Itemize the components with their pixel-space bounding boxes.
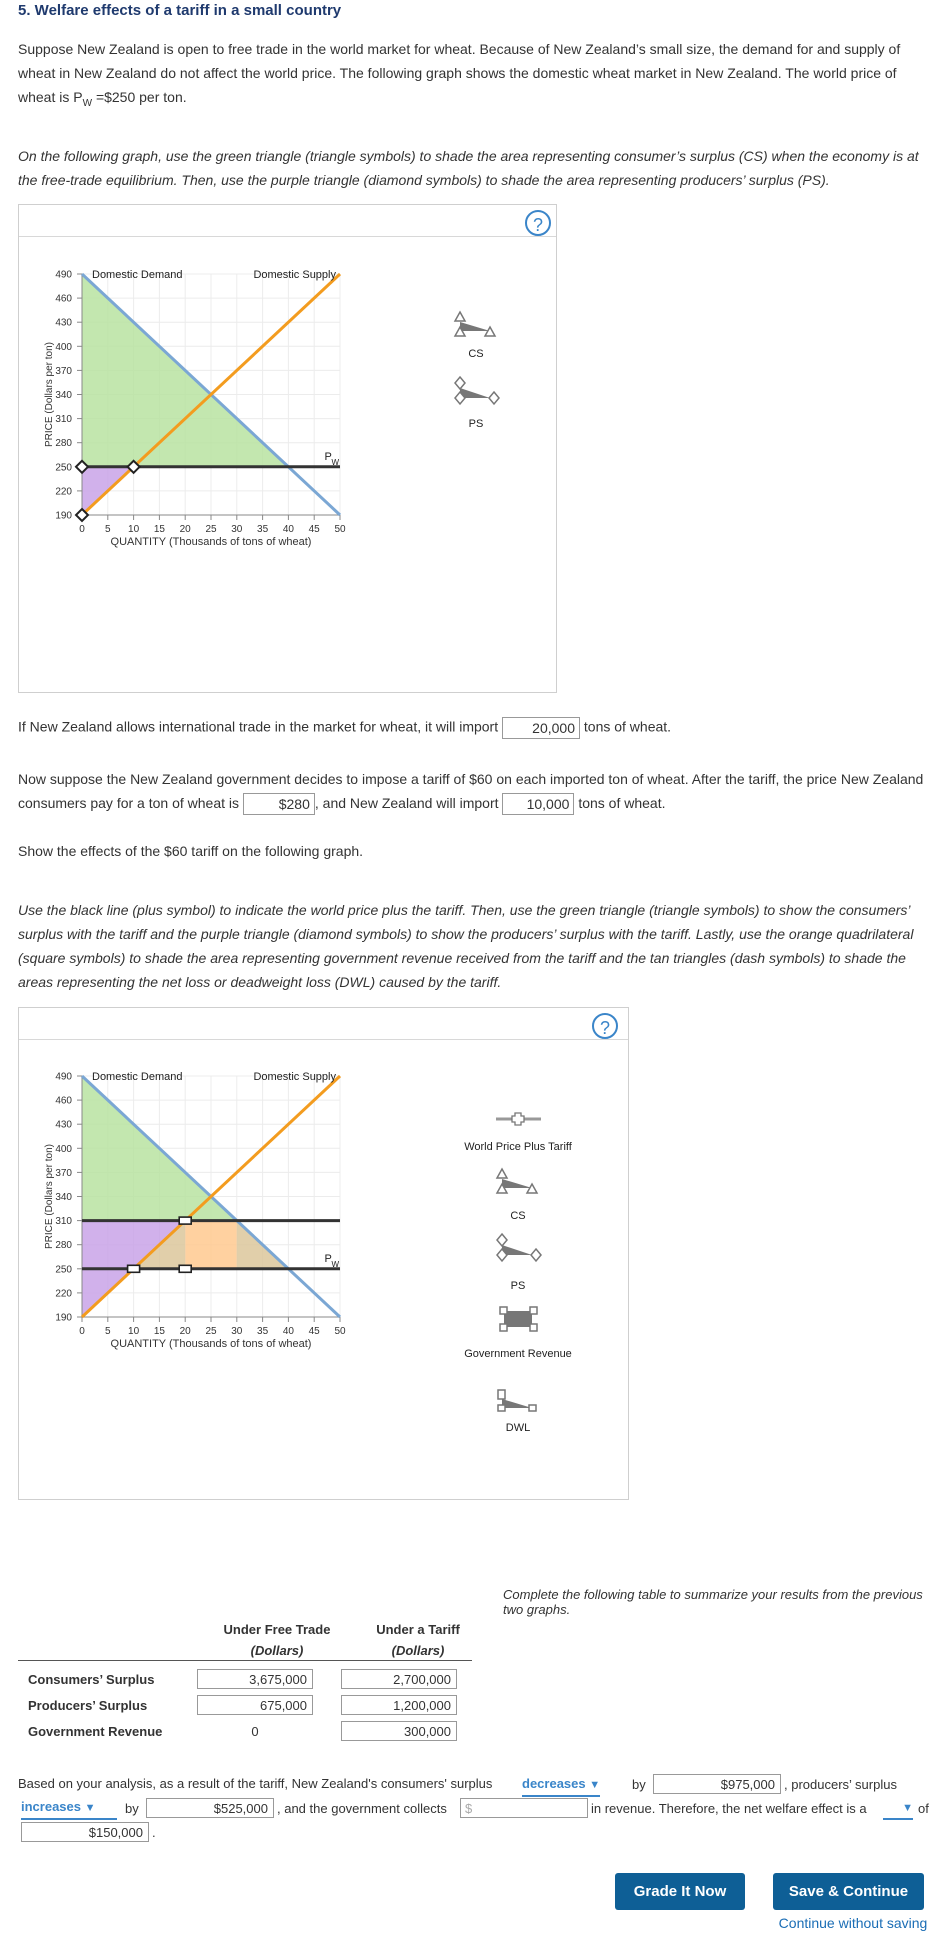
gr-free-value: 0	[251, 1724, 259, 1739]
x-tick-label: 50	[334, 524, 346, 535]
square-marker-icon	[530, 1307, 537, 1314]
cs-change-input[interactable]: $975,000	[653, 1774, 781, 1794]
triangle-marker-icon	[485, 327, 495, 336]
supply-label: Domestic Supply	[253, 269, 336, 281]
tariff-question-b: , and New Zealand will import	[314, 795, 499, 811]
graph2-instructions: Use the black line (plus symbol) to indicate the world price plus the tariff. Then, use the green triangle (triangle symbols) to show the consumers’ surplus with the tariff and the purple triangle (diamond symbols) to show the producers’ surplus with the tariff. Lastly, use the orange quadrilateral (square symbols) to shade the area representing government revenue received from the tariff and the tan triangles (dash symbols) to shade the areas representing the net loss or deadweight loss (DWL) caused by the tariff.	[18, 902, 914, 990]
y-axis-title: PRICE (Dollars per ton)	[44, 1143, 55, 1250]
x-tick-label: 35	[257, 524, 269, 535]
x-tick-label: 15	[153, 1326, 165, 1337]
dash-marker-icon	[498, 1405, 505, 1411]
dwl-legend-label: DWL	[505, 1422, 531, 1434]
x-tick-label: 40	[282, 1326, 294, 1337]
ps-tariff-input[interactable]: 1,200,000	[341, 1695, 457, 1715]
x-tick-label: 20	[179, 1326, 191, 1337]
y-tick-label: 400	[55, 341, 72, 353]
y-tick-label: 370	[55, 365, 72, 377]
dwl-legend-triangle-icon	[502, 1399, 532, 1408]
analysis-by-1: by	[632, 1777, 646, 1792]
help-icon[interactable]: ?	[525, 210, 551, 236]
tariff-import-answer[interactable]: 10,000	[502, 793, 574, 815]
y-tick-label: 310	[55, 414, 72, 426]
cs-legend-label: CS	[510, 1210, 526, 1222]
x-tick-label: 5	[105, 1326, 111, 1337]
demand-label: Domestic Demand	[92, 269, 183, 281]
summary-table	[18, 1618, 478, 1758]
diamond-marker-icon	[489, 392, 499, 404]
y-tick-label: 280	[55, 438, 72, 450]
x-tick-label: 30	[231, 524, 243, 535]
import-question-tail: tons of wheat.	[583, 718, 672, 735]
tariff-question-c: tons of wheat.	[578, 795, 666, 811]
y-tick-label: 190	[55, 1312, 72, 1324]
graph1-legend	[455, 312, 499, 430]
x-tick-label: 40	[282, 524, 294, 535]
table-intro: Complete the following table to summarize your results from the previous two graphs.	[503, 1587, 923, 1617]
y-tick-label: 340	[55, 390, 72, 401]
square-marker-icon	[500, 1307, 507, 1314]
chevron-down-icon: ▼	[589, 1779, 601, 1791]
net-effect-dropdown[interactable]	[883, 1798, 913, 1820]
show-effects-text: Show the effects of the $60 tariff on the following graph.	[18, 843, 364, 859]
continue-without-saving-link[interactable]: Continue without saving	[778, 1915, 928, 1931]
x-tick-label: 50	[334, 1326, 346, 1337]
square-marker-icon	[530, 1324, 537, 1331]
y-tick-label: 400	[55, 1143, 72, 1155]
gr-tariff-input[interactable]: 300,000	[341, 1721, 457, 1741]
diamond-marker-icon	[497, 1234, 507, 1246]
intro-paragraph	[18, 37, 928, 116]
area-government-revenue	[185, 1221, 237, 1269]
gr-handle-square	[179, 1217, 191, 1224]
graph1-chart[interactable]	[18, 204, 555, 691]
cs-direction-dropdown[interactable]	[522, 1775, 600, 1797]
y-tick-label: 370	[55, 1167, 72, 1179]
analysis-text-5: , and the government collects	[277, 1801, 447, 1816]
cs-legend-label: CS	[468, 348, 484, 360]
ps-legend-label: PS	[468, 418, 484, 430]
y-tick-label: 250	[55, 1264, 72, 1276]
import-answer[interactable]: 20,000	[502, 717, 580, 739]
y-tick-label: 250	[55, 462, 72, 474]
x-tick-label: 20	[179, 524, 191, 535]
table-rule	[18, 1660, 472, 1661]
intro-text: Suppose New Zealand is open to free trade in the world market for wheat. Because of New Zealand’s small size, the demand for and supply of wheat in New Zealand do not affect the world price. The following graph shows the domestic wheat market in New Zealand. The world price of wheat is P	[18, 41, 901, 105]
intro-subscript: W	[82, 97, 93, 109]
x-tick-label: 45	[308, 1326, 320, 1337]
pw-subscript: W	[331, 457, 340, 467]
x-axis-title: QUANTITY (Thousands of tons of wheat)	[110, 536, 312, 548]
col-tariff-title: Under a Tariff	[376, 1622, 460, 1637]
gr-legend-label: Government Revenue	[464, 1348, 572, 1360]
cs-tariff-input[interactable]: 2,700,000	[341, 1669, 457, 1689]
y-tick-label: 490	[55, 269, 72, 281]
tariff-question-a: consumers pay for a ton of wheat is	[18, 795, 239, 811]
y-tick-label: 220	[55, 1288, 72, 1300]
cs-free-input[interactable]: 3,675,000	[197, 1669, 313, 1689]
chevron-down-icon: ▼	[84, 1802, 96, 1814]
x-tick-label: 45	[308, 524, 320, 535]
pw-label: P	[324, 450, 332, 463]
diamond-marker-icon	[455, 377, 465, 389]
ps-direction-dropdown[interactable]	[21, 1798, 117, 1820]
row-gr-label: Government Revenue	[28, 1724, 163, 1739]
graph1-instructions: On the following graph, use the green triangle (triangle symbols) to shade the area representing consumer’s surplus (CS) when the economy is at the free-trade equilibrium. Then, use the purple triangle (diamond symbols) to shade the area representing producers’ surplus (PS).	[18, 148, 919, 188]
help-icon[interactable]: ?	[592, 1013, 618, 1039]
y-tick-label: 460	[55, 1095, 72, 1107]
y-tick-label: 190	[55, 510, 72, 522]
dash-marker-icon	[529, 1405, 536, 1411]
analysis-text-8: .	[152, 1825, 156, 1840]
ps-legend-label: PS	[510, 1280, 526, 1292]
x-tick-label: 25	[205, 1326, 217, 1337]
analysis-text-1: Based on your analysis, as a result of the tariff, New Zealand's consumers' surplus	[18, 1776, 493, 1791]
net-effect-input[interactable]: $150,000	[21, 1822, 149, 1842]
x-tick-label: 10	[128, 1326, 140, 1337]
y-tick-label: 430	[55, 1119, 72, 1131]
x-tick-label: 0	[79, 524, 85, 535]
x-axis-title: QUANTITY (Thousands of tons of wheat)	[110, 1338, 312, 1350]
y-tick-label: 460	[55, 293, 72, 305]
gr-handle-square	[128, 1265, 140, 1272]
x-tick-label: 25	[205, 524, 217, 535]
wpt-legend-label: World Price Plus Tariff	[464, 1141, 572, 1153]
grade-button[interactable]: Grade It Now	[615, 1873, 745, 1910]
y-tick-label: 280	[55, 1240, 72, 1252]
pw-label: P	[324, 1252, 332, 1265]
intro-tail: =$250 per ton.	[95, 89, 187, 105]
x-tick-label: 5	[105, 524, 111, 535]
col-tariff-sub: (Dollars)	[391, 1643, 445, 1658]
y-tick-label: 430	[55, 317, 72, 329]
cs-direction-value: decreases	[522, 1776, 586, 1791]
supply-label: Domestic Supply	[253, 1071, 336, 1083]
x-tick-label: 30	[231, 1326, 243, 1337]
y-tick-label: 340	[55, 1192, 72, 1203]
analysis-text-6: in revenue. Therefore, the net welfare effect is a	[591, 1801, 867, 1816]
revenue-input[interactable]: $	[460, 1798, 588, 1818]
ps-change-input[interactable]: $525,000	[146, 1798, 274, 1818]
triangle-marker-icon	[497, 1169, 507, 1178]
x-tick-label: 35	[257, 1326, 269, 1337]
analysis-line1	[18, 1776, 492, 1792]
plus-marker-icon	[512, 1113, 524, 1125]
pw-subscript: W	[331, 1259, 340, 1269]
cs-legend-triangle-icon	[502, 1179, 532, 1188]
graph2-chart[interactable]	[18, 1007, 627, 1498]
analysis-text-3: , producers’ surplus	[784, 1777, 897, 1792]
triangle-marker-icon	[455, 312, 465, 321]
tariff-question	[18, 767, 928, 815]
x-tick-label: 10	[128, 524, 140, 535]
col-free-sub: (Dollars)	[250, 1643, 304, 1658]
y-tick-label: 490	[55, 1071, 72, 1083]
import-question-text: If New Zealand allows international trade in the market for wheat, it will import	[18, 718, 499, 735]
y-tick-label: 310	[55, 1216, 72, 1228]
question-title: 5. Welfare effects of a tariff in a small country	[18, 2, 342, 19]
gr-handle-square	[179, 1265, 191, 1272]
square-marker-icon	[500, 1324, 507, 1331]
dash-marker-icon	[498, 1390, 505, 1399]
gr-legend-rect-icon	[504, 1311, 532, 1327]
import-question	[18, 717, 928, 739]
analysis-text-7: of	[918, 1801, 929, 1816]
cs-legend-triangle-icon	[460, 322, 490, 331]
triangle-marker-icon	[527, 1184, 537, 1193]
analysis-by-2: by	[125, 1801, 139, 1816]
x-tick-label: 15	[153, 524, 165, 535]
save-continue-button[interactable]: Save & Continue	[773, 1873, 924, 1910]
graph2-legend	[464, 1113, 573, 1434]
ps-free-input[interactable]: 675,000	[197, 1695, 313, 1715]
row-ps-label: Producers’ Surplus	[28, 1698, 148, 1713]
row-cs-label: Consumers’ Surplus	[28, 1672, 155, 1687]
ps-direction-value: increases	[21, 1799, 81, 1814]
demand-label: Domestic Demand	[92, 1071, 183, 1083]
diamond-marker-icon	[531, 1249, 541, 1261]
chevron-down-icon: ▼	[902, 1802, 913, 1814]
tariff-question-line1: Now suppose the New Zealand government decides to impose a tariff of $60 on each imported ton of wheat. After the tariff, the price New Zealand	[18, 771, 924, 787]
tariff-price-answer[interactable]: $280	[243, 793, 315, 815]
y-tick-label: 220	[55, 486, 72, 498]
col-free-title: Under Free Trade	[223, 1622, 331, 1637]
y-axis-title: PRICE (Dollars per ton)	[44, 341, 55, 448]
x-tick-label: 0	[79, 1326, 85, 1337]
